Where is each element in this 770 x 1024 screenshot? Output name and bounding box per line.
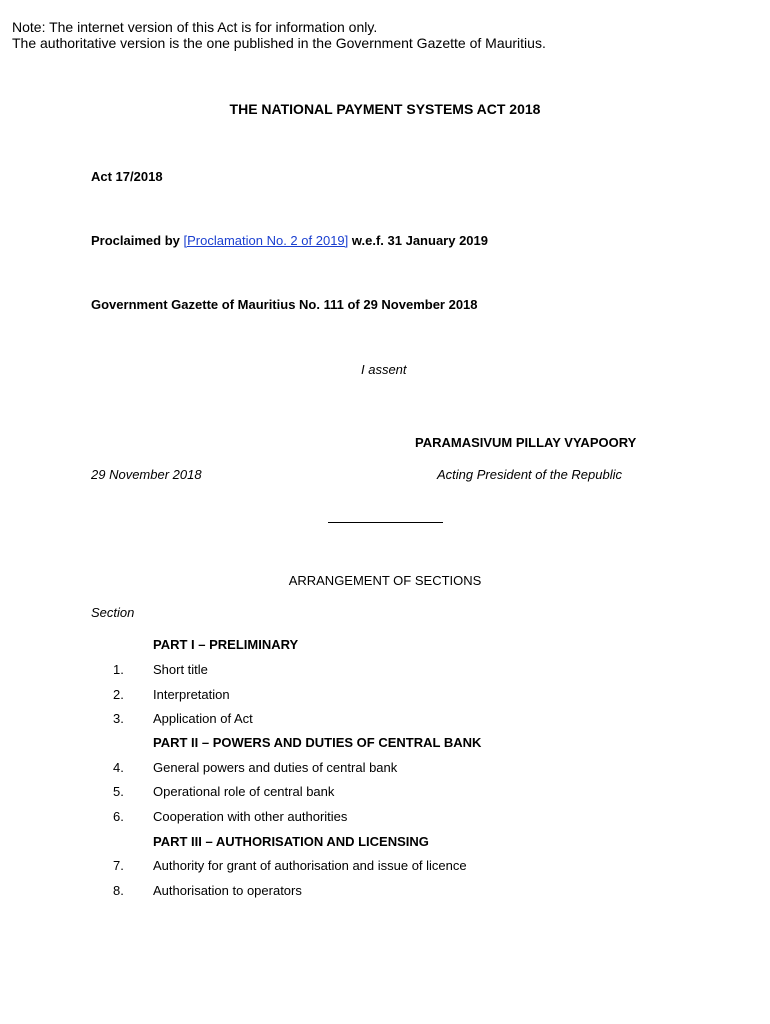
assent-text: I assent (361, 362, 407, 377)
section-number: 5. (113, 784, 124, 799)
gazette-reference: Government Gazette of Mauritius No. 111 of 29 November 2018 (91, 297, 478, 312)
section-title: Authority for grant of authorisation and issue of licence (153, 858, 467, 873)
section-number: 6. (113, 809, 124, 824)
proclamation-line (91, 233, 488, 248)
part-heading: PART I – PRELIMINARY (153, 637, 299, 652)
signatory-name: PARAMASIVUM PILLAY VYAPOORY (415, 435, 637, 450)
section-title: General powers and duties of central bank (153, 760, 398, 775)
section-column-label: Section (91, 605, 135, 620)
section-title: Application of Act (153, 711, 253, 726)
section-title: Short title (153, 662, 208, 677)
act-number: Act 17/2018 (91, 169, 163, 184)
signatory-role: Acting President of the Republic (437, 467, 622, 482)
arrangement-heading: ARRANGEMENT OF SECTIONS (288, 573, 482, 588)
separator-rule (328, 522, 443, 523)
section-number: 1. (113, 662, 124, 677)
disclaimer-line-1: Note: The internet version of this Act is for information only. (12, 19, 378, 35)
section-number: 3. (113, 711, 124, 726)
section-number: 8. (113, 883, 124, 898)
section-title: Operational role of central bank (153, 784, 335, 799)
document-title: THE NATIONAL PAYMENT SYSTEMS ACT 2018 (229, 101, 541, 117)
proclamation-link[interactable]: [Proclamation No. 2 of 2019] (183, 233, 349, 248)
section-title: Cooperation with other authorities (153, 809, 348, 824)
section-title: Interpretation (153, 687, 230, 702)
section-number: 4. (113, 760, 124, 775)
proclamation-suffix: w.e.f. 31 January 2019 (351, 233, 488, 248)
part-heading: PART III – AUTHORISATION AND LICENSING (153, 834, 429, 849)
section-number: 7. (113, 858, 124, 873)
part-heading: PART II – POWERS AND DUTIES OF CENTRAL BANK (153, 735, 482, 750)
disclaimer-line-2: The authoritative version is the one published in the Government Gazette of Mauritius. (12, 35, 546, 51)
proclamation-prefix: Proclaimed by (91, 233, 180, 248)
section-title: Authorisation to operators (153, 883, 302, 898)
section-number: 2. (113, 687, 124, 702)
assent-date: 29 November 2018 (91, 467, 202, 482)
